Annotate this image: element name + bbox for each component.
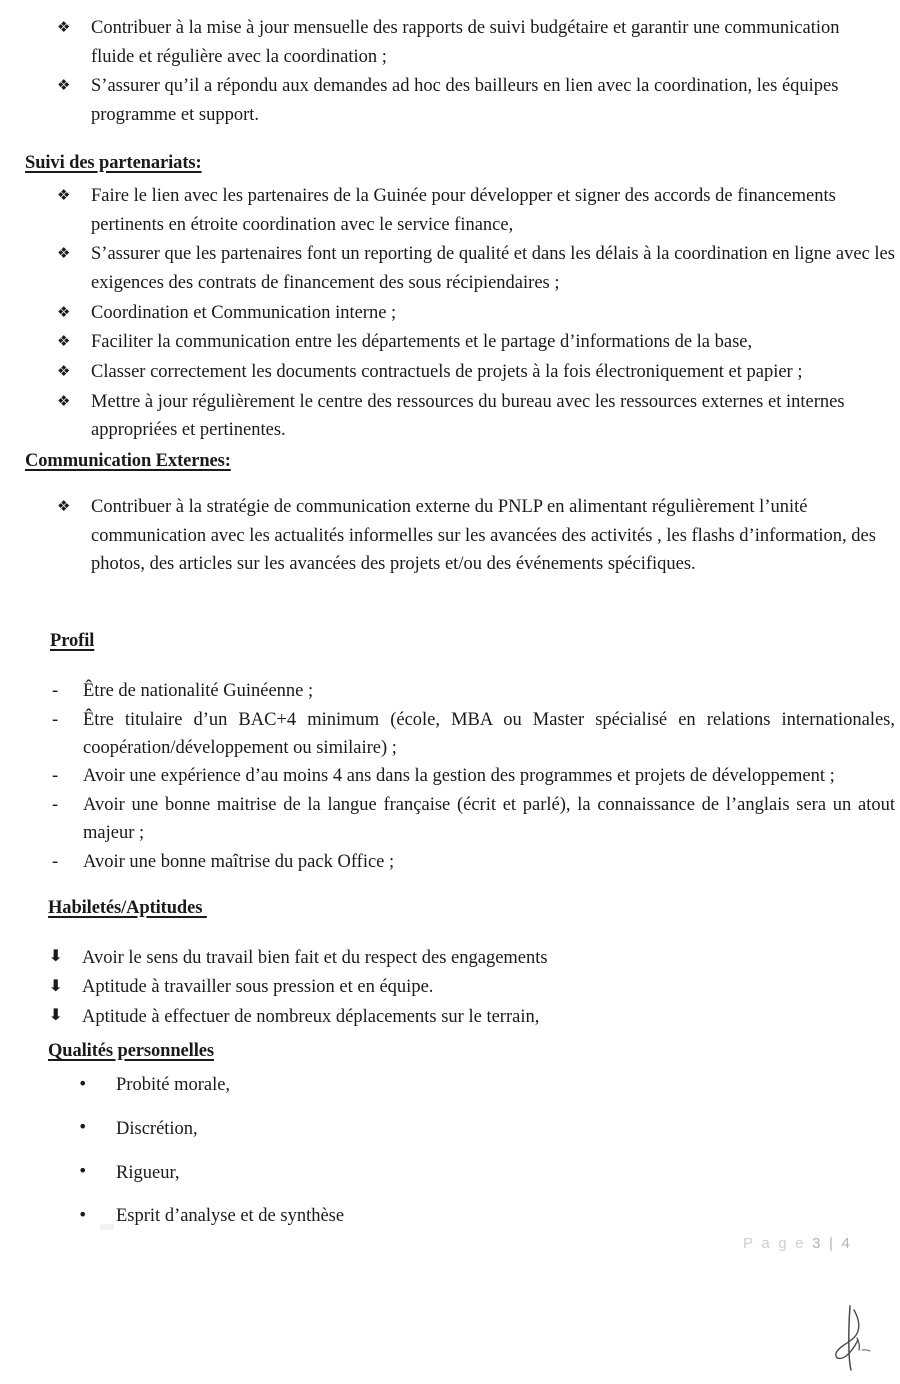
list-item <box>48 945 748 972</box>
list-item-text: Rigueur, <box>116 1162 180 1183</box>
dot-bullet-icon: • <box>78 1073 88 1093</box>
list-item-text: Avoir une expérience d’au moins 4 ans dans la gestion des programmes et projets de développement ; <box>83 766 835 787</box>
list-item-text: Mettre à jour régulièrement le centre des ressources du bureau avec les ressources externes et internes appropriées et pertinentes. <box>91 391 845 441</box>
list-item-text: Aptitude à effectuer de nombreux déplacements sur le terrain, <box>82 1006 540 1027</box>
section-heading-qualites-personnelles <box>48 1040 214 1062</box>
list-item-text: Probité morale, <box>116 1075 231 1095</box>
down-arrow-bullet-icon: ⬇ <box>47 1005 64 1025</box>
section-heading-profil <box>50 630 94 652</box>
page-footer <box>718 1218 852 1269</box>
list-item-text: Coordination et Communication interne ; <box>91 302 397 323</box>
section-heading-suivi-des-partenariats <box>25 152 202 174</box>
heading-text: Suivi des partenariats: <box>25 153 202 173</box>
list-item-text: Discrétion, <box>116 1118 198 1139</box>
list-item-text: S’assurer qu’il a répondu aux demandes ad hoc des bailleurs en lien avec la coordination, les équipes programme et support. <box>91 76 839 126</box>
list-item <box>57 358 897 387</box>
diamond-bullet-icon: ❖ <box>57 244 71 263</box>
section-heading-habiletes-aptitudes <box>48 897 207 919</box>
list-item-text: Classer correctement les documents contractuels de projets à la fois électroniquement et papier ; <box>91 362 803 383</box>
list-item <box>50 792 895 848</box>
page-footer-separator: | <box>822 1235 842 1252</box>
dash-bullet-icon: - <box>52 681 59 701</box>
page-footer-current: 3 <box>812 1235 823 1252</box>
heading-text: Qualités personnelles <box>48 1041 214 1061</box>
list-item-text: Contribuer à la mise à jour mensuelle des rapports de suivi budgétaire et garantir une communication fluide et régulière avec la coordination ; <box>91 18 840 67</box>
list-item-text: Avoir le sens du travail bien fait et du respect des engagements <box>82 948 548 968</box>
profil-list <box>50 678 895 877</box>
list-item <box>50 707 895 763</box>
list-item-text: Avoir une bonne maitrise de la langue française (écrit et parlé), la connaissance de l’anglais sera un atout majeur ; <box>83 795 895 843</box>
list-item-text: Contribuer à la stratégie de communication externe du PNLP en alimentant régulièrement l’unité communication avec les actualités informelles sur les avancées des activités , les flashs d’information, des photos, des articles sur les avancées des projets et/ou des événements spécifiques. <box>91 497 876 575</box>
list-item <box>57 14 883 71</box>
dot-bullet-icon: • <box>78 1204 88 1224</box>
dash-bullet-icon: - <box>52 795 59 815</box>
list-item-text: Esprit d’analyse et de synthèse <box>116 1206 345 1227</box>
list-item <box>57 72 883 129</box>
diamond-bullet-icon: ❖ <box>57 332 71 351</box>
list-item <box>50 763 895 791</box>
list-item <box>57 388 897 445</box>
diamond-bullet-icon: ❖ <box>57 17 71 36</box>
suivi-des-partenariats-list <box>57 182 897 446</box>
diamond-bullet-icon: ❖ <box>57 76 71 95</box>
list-item-text: Faire le lien avec les partenaires de la Guinée pour développer et signer des accords de financements pertinents en étroite coordination avec le service finance, <box>91 186 836 235</box>
list-item-text: Aptitude à travailler sous pression et en équipe. <box>82 977 434 998</box>
list-item <box>50 678 895 706</box>
list-item <box>78 1072 678 1100</box>
list-item-text: Être titulaire d’un BAC+4 minimum (école, MBA ou Master spécialisé en relations internationales, coopération/développement ou similaire) ; <box>83 709 895 758</box>
list-item <box>48 1004 748 1031</box>
list-item <box>57 240 897 297</box>
scan-artifact <box>100 1224 114 1230</box>
down-arrow-bullet-icon: ⬇ <box>47 975 64 995</box>
diamond-bullet-icon: ❖ <box>57 185 71 204</box>
down-arrow-bullet-icon: ⬇ <box>47 946 64 966</box>
list-item-text: Avoir une bonne maîtrise du pack Office ; <box>83 851 395 872</box>
list-item <box>78 1116 678 1144</box>
list-item-text: S’assurer que les partenaires font un reporting de qualité et dans les délais à la coordination en ligne avec les exigences des contrats de financement des sous récipiendaires ; <box>91 244 895 294</box>
page-footer-label: P a g e <box>743 1235 813 1252</box>
list-item-text: Faciliter la communication entre les départements et le partage d’informations de la base, <box>91 332 753 353</box>
dash-bullet-icon: - <box>52 709 59 730</box>
list-item <box>57 299 897 328</box>
list-item <box>78 1203 678 1231</box>
list-item <box>78 1160 678 1188</box>
list-item <box>57 182 897 239</box>
diamond-bullet-icon: ❖ <box>57 302 71 321</box>
dot-bullet-icon: • <box>78 1117 88 1137</box>
diamond-bullet-icon: ❖ <box>57 391 71 410</box>
section-heading-communication-externes <box>25 450 231 472</box>
dash-bullet-icon: - <box>52 766 59 787</box>
list-item <box>48 974 748 1001</box>
communication-externes-list <box>57 493 883 580</box>
dot-bullet-icon: • <box>78 1161 88 1181</box>
list-item <box>57 493 883 579</box>
heading-text: Habiletés/Aptitudes <box>48 898 207 918</box>
habiletes-aptitudes-list <box>48 945 748 1033</box>
heading-text: Communication Externes: <box>25 451 231 471</box>
heading-text: Profil <box>50 631 95 651</box>
qualites-personnelles-list <box>78 1072 678 1247</box>
dash-bullet-icon: - <box>52 851 59 872</box>
list-item-text: Être de nationalité Guinéenne ; <box>83 681 314 701</box>
diamond-bullet-icon: ❖ <box>57 496 71 515</box>
diamond-bullet-icon: ❖ <box>57 361 71 380</box>
intro-bullet-list <box>57 14 883 131</box>
signature-mark <box>828 1300 886 1372</box>
page-footer-total: 4 <box>841 1235 852 1252</box>
list-item <box>57 328 897 357</box>
list-item <box>50 849 895 877</box>
